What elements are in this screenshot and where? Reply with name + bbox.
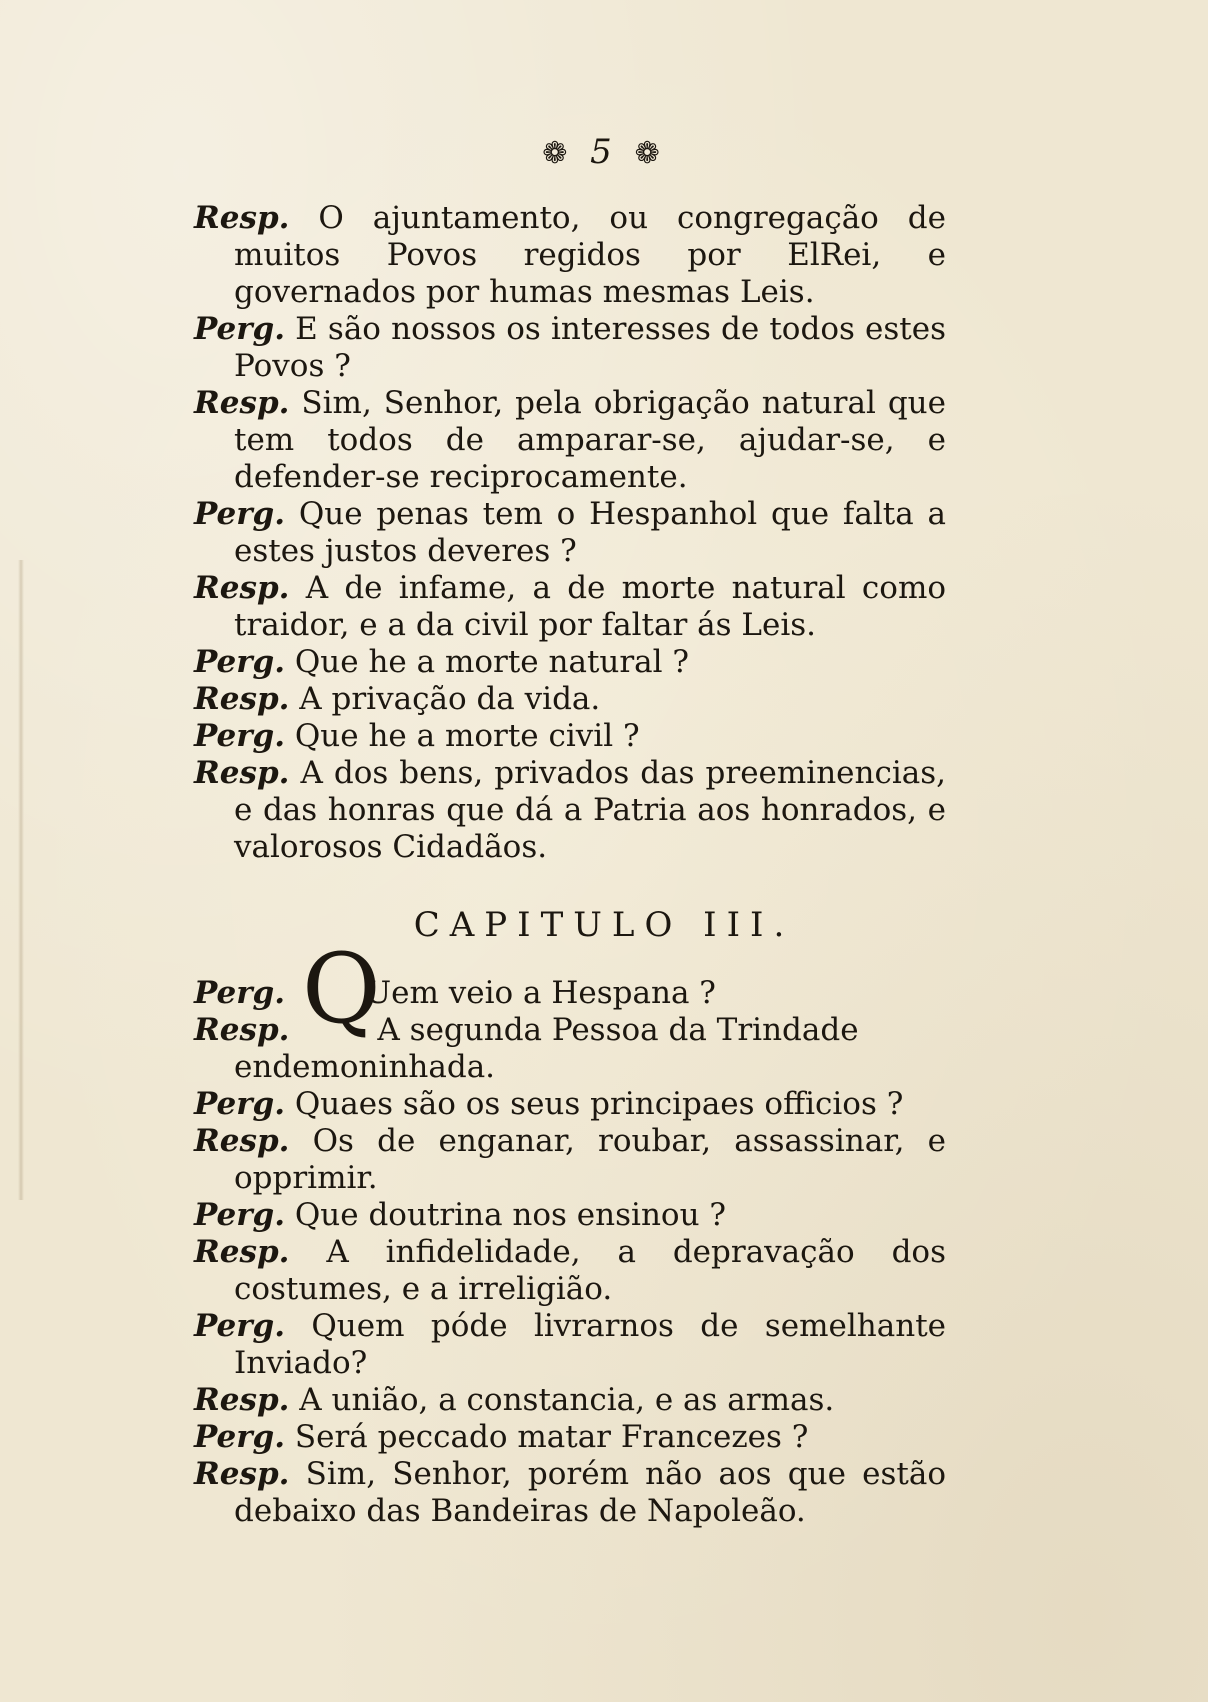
speaker-label: Resp. bbox=[194, 570, 290, 606]
dialogue-entry bbox=[194, 1123, 946, 1197]
dialogue-entry bbox=[194, 1308, 946, 1382]
page-fold-shadow bbox=[18, 560, 24, 1200]
dialogue-entry bbox=[194, 755, 946, 866]
drop-cap-letter: Q bbox=[302, 933, 381, 1045]
entry-text: Sim, Senhor, porém não aos que estão debaixo das Bandeiras de Napoleão. bbox=[234, 1456, 946, 1529]
dialogue-entry bbox=[194, 718, 946, 755]
entry-text: Quaes são os seus principaes officios ? bbox=[294, 1086, 904, 1122]
speaker-label: Resp. bbox=[194, 755, 290, 791]
entry-text: Os de enganar, roubar, assassinar, e opprimir. bbox=[234, 1123, 946, 1196]
ornament-left-icon: ❁ bbox=[542, 136, 574, 171]
dialogue-entry bbox=[194, 975, 946, 1012]
dialogue-entry bbox=[194, 570, 946, 644]
dialogue-entry bbox=[194, 1456, 946, 1530]
speaker-label: Perg. bbox=[194, 644, 286, 680]
dialogue-entry bbox=[194, 496, 946, 570]
entry-text: E são nossos os interesses de todos estes Povos ? bbox=[234, 311, 946, 384]
speaker-label: Perg. bbox=[194, 1197, 286, 1233]
ornament-right-icon: ❁ bbox=[634, 136, 666, 171]
dialogue-entry bbox=[194, 1086, 946, 1123]
entry-text: Que penas tem o Hespanhol que falta a estes justos deveres ? bbox=[234, 496, 947, 569]
dialogue-before-chapter bbox=[194, 200, 946, 866]
dialogue-after-chapter bbox=[194, 975, 946, 1530]
entry-text: A privação da vida. bbox=[299, 681, 601, 717]
speaker-label: Perg. bbox=[194, 1086, 286, 1122]
dialogue-entry bbox=[194, 200, 946, 311]
entry-text: A segunda Pessoa da Trindade endemoninhada. bbox=[234, 1012, 859, 1085]
dialogue-entry bbox=[194, 644, 946, 681]
speaker-label: Resp. bbox=[194, 1456, 290, 1492]
speaker-label: Perg. bbox=[194, 718, 286, 754]
page-number: 5 bbox=[590, 132, 618, 172]
dialogue-entry bbox=[194, 1012, 946, 1086]
entry-text: A união, a constancia, e as armas. bbox=[299, 1382, 835, 1418]
speaker-label: Perg. bbox=[194, 1419, 286, 1455]
dialogue-entry bbox=[194, 681, 946, 718]
entry-text: Que he a morte civil ? bbox=[294, 718, 640, 754]
speaker-label: Perg. bbox=[194, 311, 286, 347]
dialogue-entry bbox=[194, 311, 946, 385]
dialogue-entry bbox=[194, 1197, 946, 1234]
entry-text: A dos bens, privados das preeminencias, e das honras que dá a Patria aos honrados, e valorosos Cidadãos. bbox=[234, 755, 946, 865]
entry-text: A de infame, a de morte natural como traidor, e a da civil por faltar ás Leis. bbox=[234, 570, 946, 643]
speaker-label: Resp. bbox=[194, 681, 290, 717]
entry-text: Quem póde livrarnos de semelhante Inviado? bbox=[234, 1308, 946, 1381]
page-number-header bbox=[0, 132, 1208, 172]
speaker-label: Perg. bbox=[194, 975, 286, 1011]
speaker-label: Resp. bbox=[194, 1234, 290, 1270]
chapter-heading: CAPITULO III. bbox=[413, 905, 795, 945]
entry-text: Que doutrina nos ensinou ? bbox=[294, 1197, 727, 1233]
speaker-label: Perg. bbox=[194, 496, 286, 532]
speaker-label: Perg. bbox=[194, 1308, 286, 1344]
entry-text: Será peccado matar Francezes ? bbox=[294, 1419, 809, 1455]
dialogue-entry bbox=[194, 1234, 946, 1308]
speaker-label: Resp. bbox=[194, 385, 290, 421]
dialogue-entry bbox=[194, 1382, 946, 1419]
speaker-label: Resp. bbox=[194, 1123, 290, 1159]
speaker-label: Resp. bbox=[194, 1012, 290, 1048]
dialogue-entry bbox=[194, 385, 946, 496]
dialogue-entry bbox=[194, 1419, 946, 1456]
entry-text: Sim, Senhor, pela obrigação natural que tem todos de amparar-se, ajudar-se, e defender-se reciprocamente. bbox=[234, 385, 946, 495]
entry-text: Que he a morte natural ? bbox=[294, 644, 690, 680]
entry-text: A infidelidade, a depravação dos costumes, e a irreligião. bbox=[234, 1234, 946, 1307]
speaker-label: Resp. bbox=[194, 200, 290, 236]
entry-text: O ajuntamento, ou congregação de muitos Povos regidos por ElRei, e governados por humas mesmas Leis. bbox=[234, 200, 946, 310]
entry-text: Uem veio a Hespana ? bbox=[365, 975, 716, 1011]
speaker-label: Resp. bbox=[194, 1382, 290, 1418]
